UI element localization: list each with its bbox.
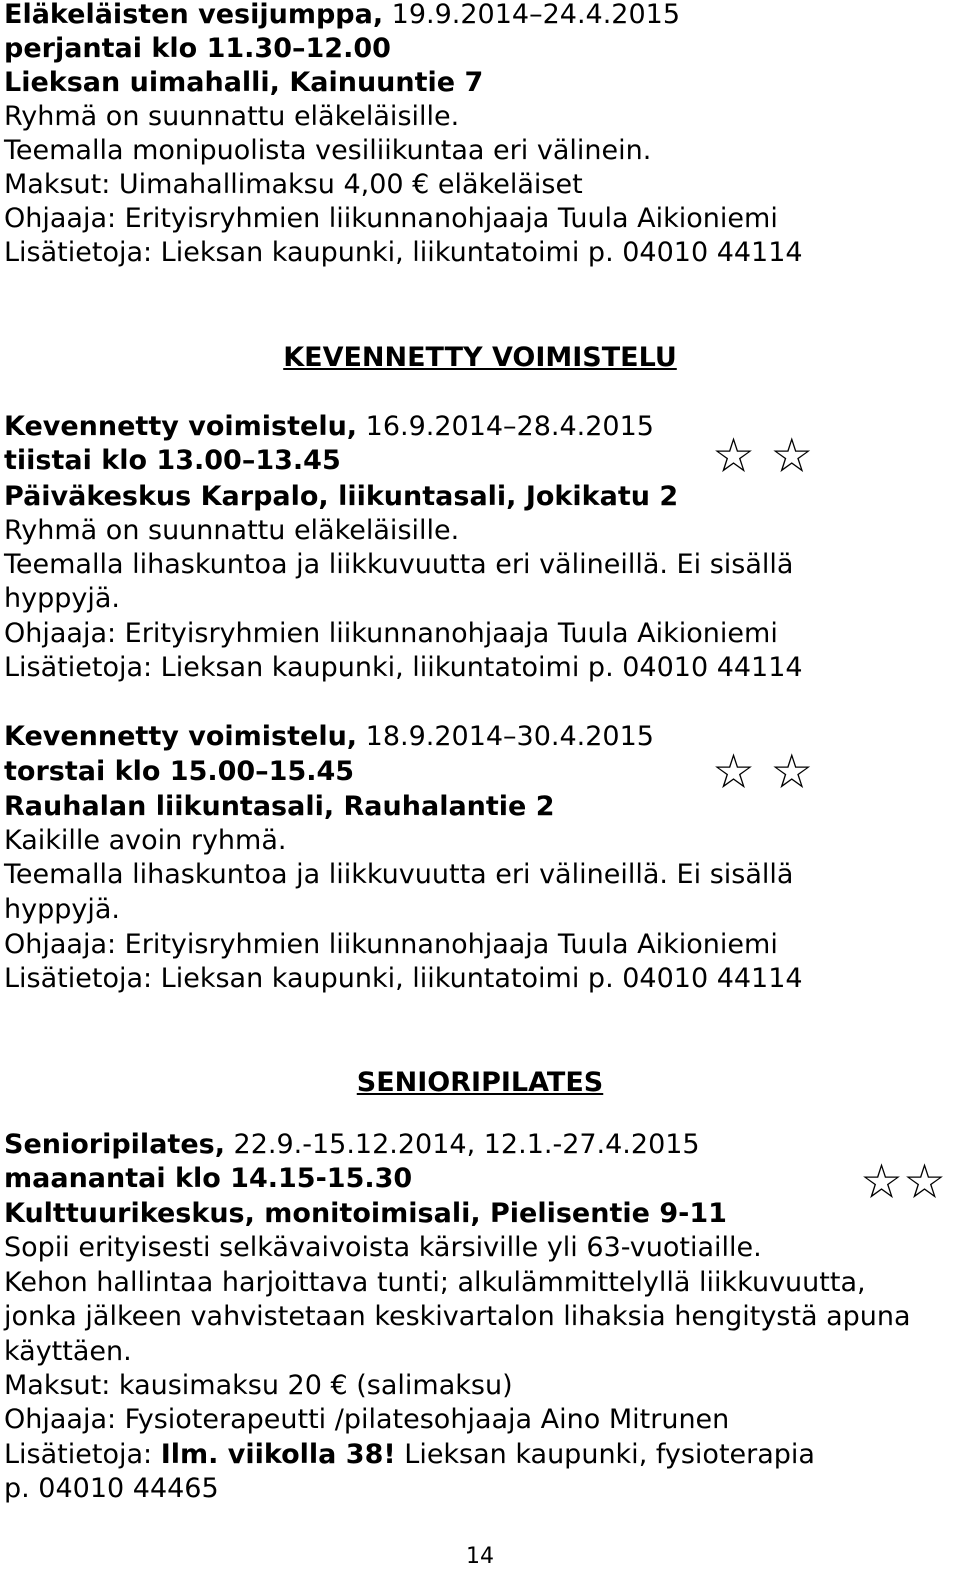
event-title: Kevennetty voimistelu, bbox=[4, 721, 358, 752]
event-phone: p. 04010 44465 bbox=[4, 1473, 219, 1504]
event-audience: Sopii erityisesti selkävaivoista kärsiville yli 63-vuotiaille. bbox=[4, 1232, 762, 1263]
event-fees: Maksut: Uimahallimaksu 4,00 € eläkeläiset bbox=[4, 169, 583, 200]
event-location: Kulttuurikeskus, monitoimisali, Pielisentie 9-11 bbox=[4, 1198, 727, 1229]
event-audience: Ryhmä on suunnattu eläkeläisille. bbox=[4, 515, 460, 546]
event-description: Kehon hallintaa harjoittava tunti; alkulämmittelyllä liikkuvuutta, bbox=[4, 1267, 866, 1298]
event-instructor: Ohjaaja: Erityisryhmien liikunnanohjaaja Tuula Aikioniemi bbox=[4, 203, 778, 234]
event-theme: Teemalla monipuolista vesiliikuntaa eri välinein. bbox=[4, 135, 652, 166]
contact-label: Lisätietoja: bbox=[4, 1439, 161, 1470]
event-dates: 19.9.2014–24.4.2015 bbox=[383, 0, 681, 30]
event-location: Rauhalan liikuntasali, Rauhalantie 2 bbox=[4, 791, 555, 822]
event-description-continued: jonka jälkeen vahvistetaan keskivartalon lihaksia hengitystä apuna bbox=[4, 1301, 911, 1332]
event-title: Eläkeläisten vesijumppa, bbox=[4, 0, 384, 30]
section-heading: SENIORIPILATES bbox=[356, 1067, 604, 1098]
event-theme-continued: hyppyjä. bbox=[4, 583, 120, 614]
event-contact: Lisätietoja: Lieksan kaupunki, liikuntatoimi p. 04010 44114 bbox=[4, 237, 803, 268]
section-heading: KEVENNETTY VOIMISTELU bbox=[283, 342, 677, 373]
page-number: 14 bbox=[466, 1544, 494, 1569]
event-theme-continued: hyppyjä. bbox=[4, 894, 120, 925]
event-contact bbox=[4, 1440, 815, 1470]
event-instructor: Ohjaaja: Erityisryhmien liikunnanohjaaja Tuula Aikioniemi bbox=[4, 929, 778, 960]
event-title: Senioripilates, bbox=[4, 1129, 225, 1160]
contact-organization: Lieksan kaupunki, fysioterapia bbox=[395, 1439, 815, 1470]
event-dates: 16.9.2014–28.4.2015 bbox=[357, 411, 654, 442]
event-time: maanantai klo 14.15-15.30 bbox=[4, 1163, 413, 1194]
event-audience: Ryhmä on suunnattu eläkeläisille. bbox=[4, 101, 460, 132]
event-title-line bbox=[4, 722, 654, 752]
event-description-end: käyttäen. bbox=[4, 1336, 132, 1367]
event-dates: 22.9.-15.12.2014, 12.1.-27.4.2015 bbox=[224, 1129, 700, 1160]
event-time: torstai klo 15.00–15.45 bbox=[4, 756, 355, 787]
event-audience: Kaikille avoin ryhmä. bbox=[4, 825, 287, 856]
event-time: tiistai klo 13.00–13.45 bbox=[4, 445, 341, 476]
event-title-line bbox=[4, 0, 680, 30]
star-rating-icon: ☆ ☆ bbox=[712, 744, 814, 800]
event-time: perjantai klo 11.30–12.00 bbox=[4, 33, 391, 64]
event-title-line bbox=[4, 412, 654, 442]
event-fees: Maksut: kausimaksu 20 € (salimaksu) bbox=[4, 1370, 513, 1401]
star-rating-icon: ☆ ☆ bbox=[712, 428, 814, 484]
registration-note: Ilm. viikolla 38! bbox=[160, 1439, 396, 1470]
event-title-line bbox=[4, 1130, 700, 1160]
event-contact: Lisätietoja: Lieksan kaupunki, liikuntatoimi p. 04010 44114 bbox=[4, 652, 803, 683]
star-rating-icon: ☆☆ bbox=[860, 1154, 947, 1210]
event-instructor: Ohjaaja: Fysioterapeutti /pilatesohjaaja Aino Mitrunen bbox=[4, 1404, 730, 1435]
event-instructor: Ohjaaja: Erityisryhmien liikunnanohjaaja Tuula Aikioniemi bbox=[4, 618, 778, 649]
event-dates: 18.9.2014–30.4.2015 bbox=[357, 721, 654, 752]
event-title: Kevennetty voimistelu, bbox=[4, 411, 358, 442]
event-contact: Lisätietoja: Lieksan kaupunki, liikuntatoimi p. 04010 44114 bbox=[4, 963, 803, 994]
event-location: Päiväkeskus Karpalo, liikuntasali, Jokikatu 2 bbox=[4, 481, 679, 512]
event-location: Lieksan uimahalli, Kainuuntie 7 bbox=[4, 67, 484, 98]
event-theme: Teemalla lihaskuntoa ja liikkuvuutta eri välineillä. Ei sisällä bbox=[4, 859, 794, 890]
event-theme: Teemalla lihaskuntoa ja liikkuvuutta eri välineillä. Ei sisällä bbox=[4, 549, 794, 580]
